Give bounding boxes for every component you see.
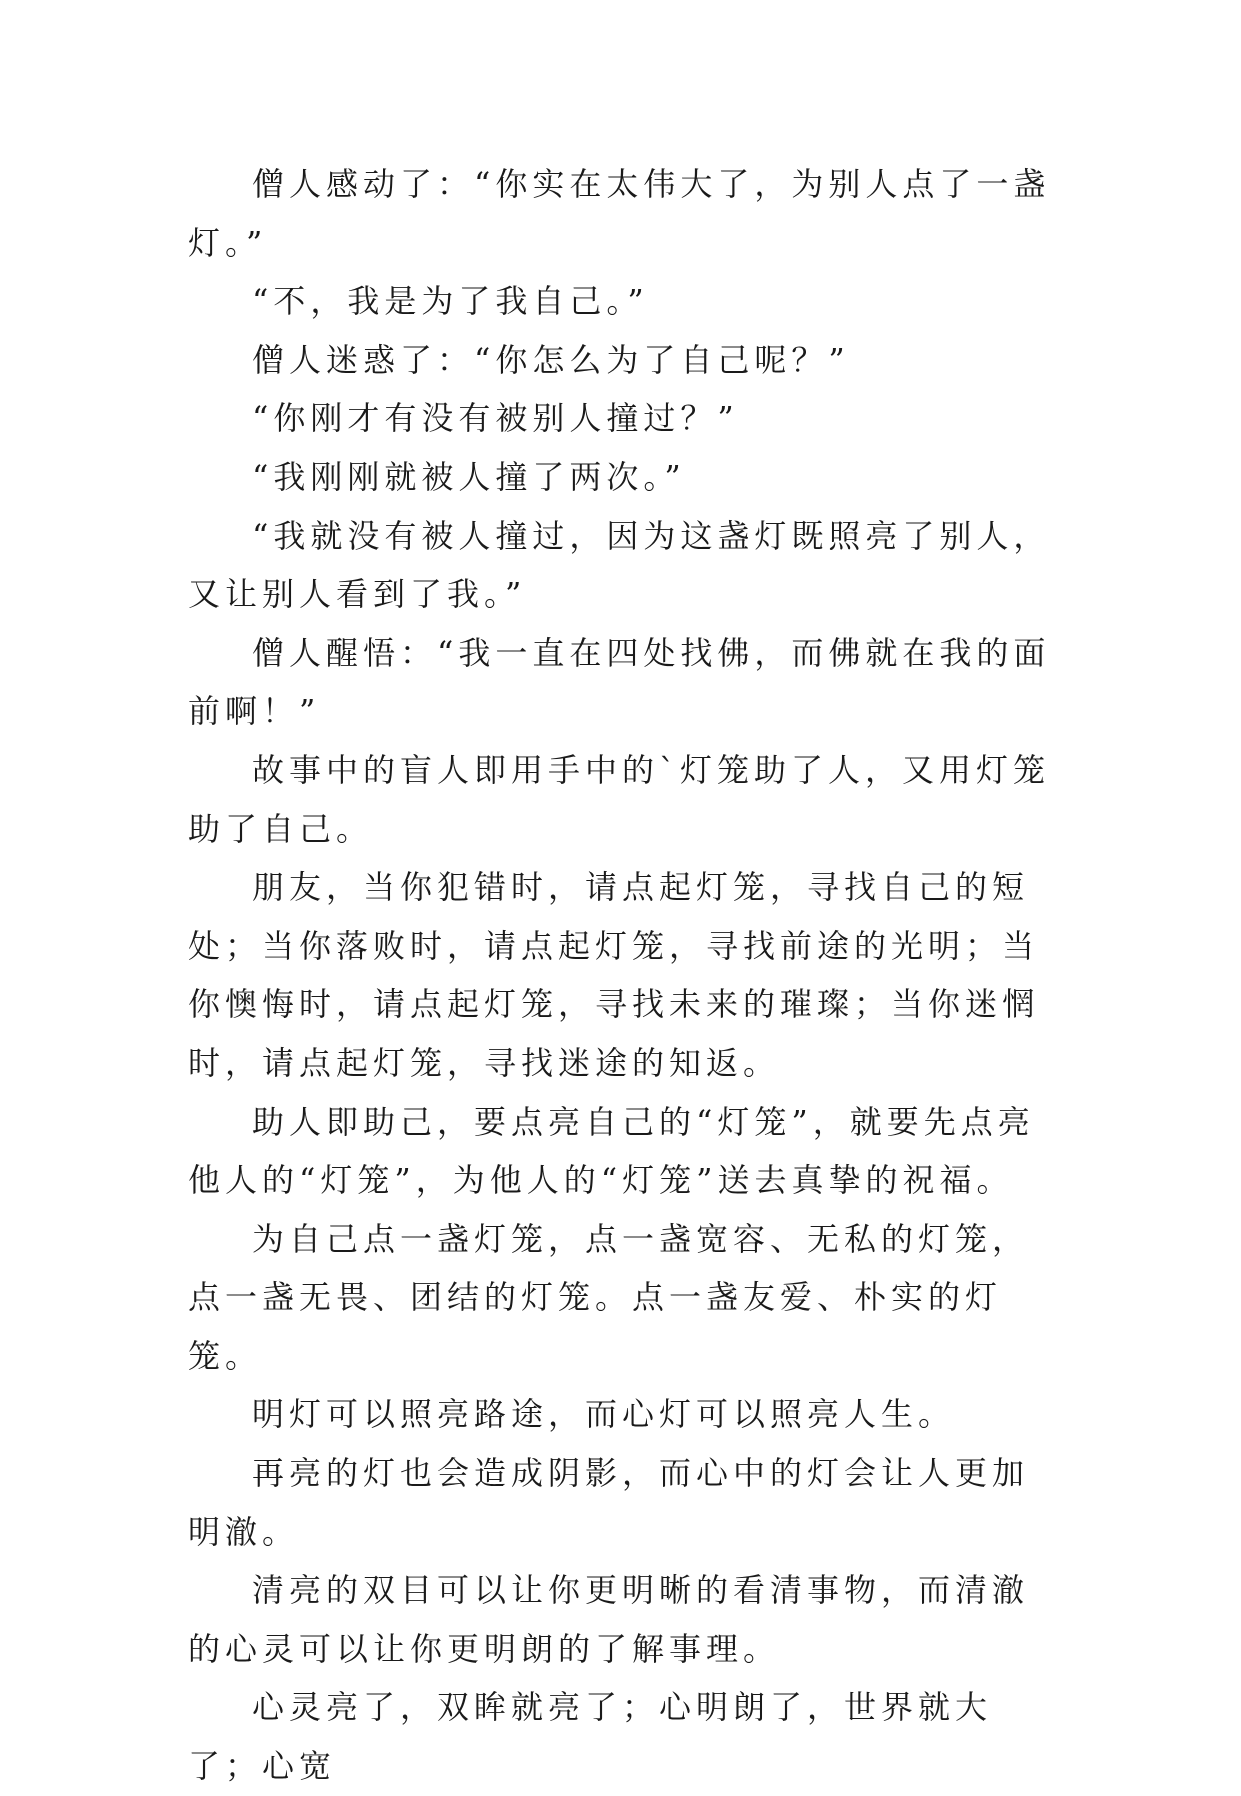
paragraph-for-myself: “不，我是为了我自己。”: [252, 282, 649, 321]
paragraph-clear-eyes: 清亮的双目可以让你更明晰的看清事物，而清澈的心灵可以让你更明朗的了解事理。: [188, 1571, 1030, 1668]
paragraph-bumped-twice: “我刚刚就被人撞了两次。”: [252, 457, 686, 496]
paragraph-never-bumped: “我就没有被人撞过，因为这盏灯既照亮了别人，又让别人看到了我。”: [188, 516, 1051, 614]
paragraph-lantern-virtues: 为自己点一盏灯笼，点一盏宽容、无私的灯笼，点一盏无畏、团结的灯笼。点一盏友爱、朴实的灯笼。: [188, 1219, 1030, 1375]
paragraph-monk-confused: 僧人迷惑了：“你怎么为了自己呢？”: [252, 340, 850, 379]
paragraph-heart-lamp: 明灯可以照亮路途，而心灯可以照亮人生。: [252, 1395, 956, 1434]
paragraph-heart-bright: 心灵亮了，双眸就亮了；心明朗了，世界就大了；心宽: [188, 1688, 993, 1786]
paragraph-help-others: 助人即助己，要点亮自己的“灯笼”，就要先点亮他人的“灯笼”，为他人的“灯笼”送去真挚的祝福。: [188, 1102, 1035, 1200]
document-body: [188, 155, 1058, 1796]
paragraph-shadow: 再亮的灯也会造成阴影，而心中的灯会让人更加明澈。: [188, 1454, 1030, 1551]
paragraph-monk-enlightened: 僧人醒悟：“我一直在四处找佛，而佛就在我的面前啊！”: [188, 633, 1051, 731]
paragraph-story-lesson: 故事中的盲人即用手中的`灯笼助了人，又用灯笼助了自己。: [188, 750, 1051, 848]
paragraph-monk-moved: 僧人感动了：“你实在太伟大了，为别人点了一盏灯。”: [188, 165, 1051, 262]
paragraph-light-the-lantern: 朋友，当你犯错时，请点起灯笼，寻找自己的短处；当你落败时，请点起灯笼，寻找前途的光明；当你懊悔时，请点起灯笼，寻找未来的璀璨；当你迷惘时，请点起灯笼，寻找迷途的知返。: [188, 868, 1040, 1082]
paragraph-bumped-question: “你刚才有没有被别人撞过？”: [252, 399, 739, 438]
